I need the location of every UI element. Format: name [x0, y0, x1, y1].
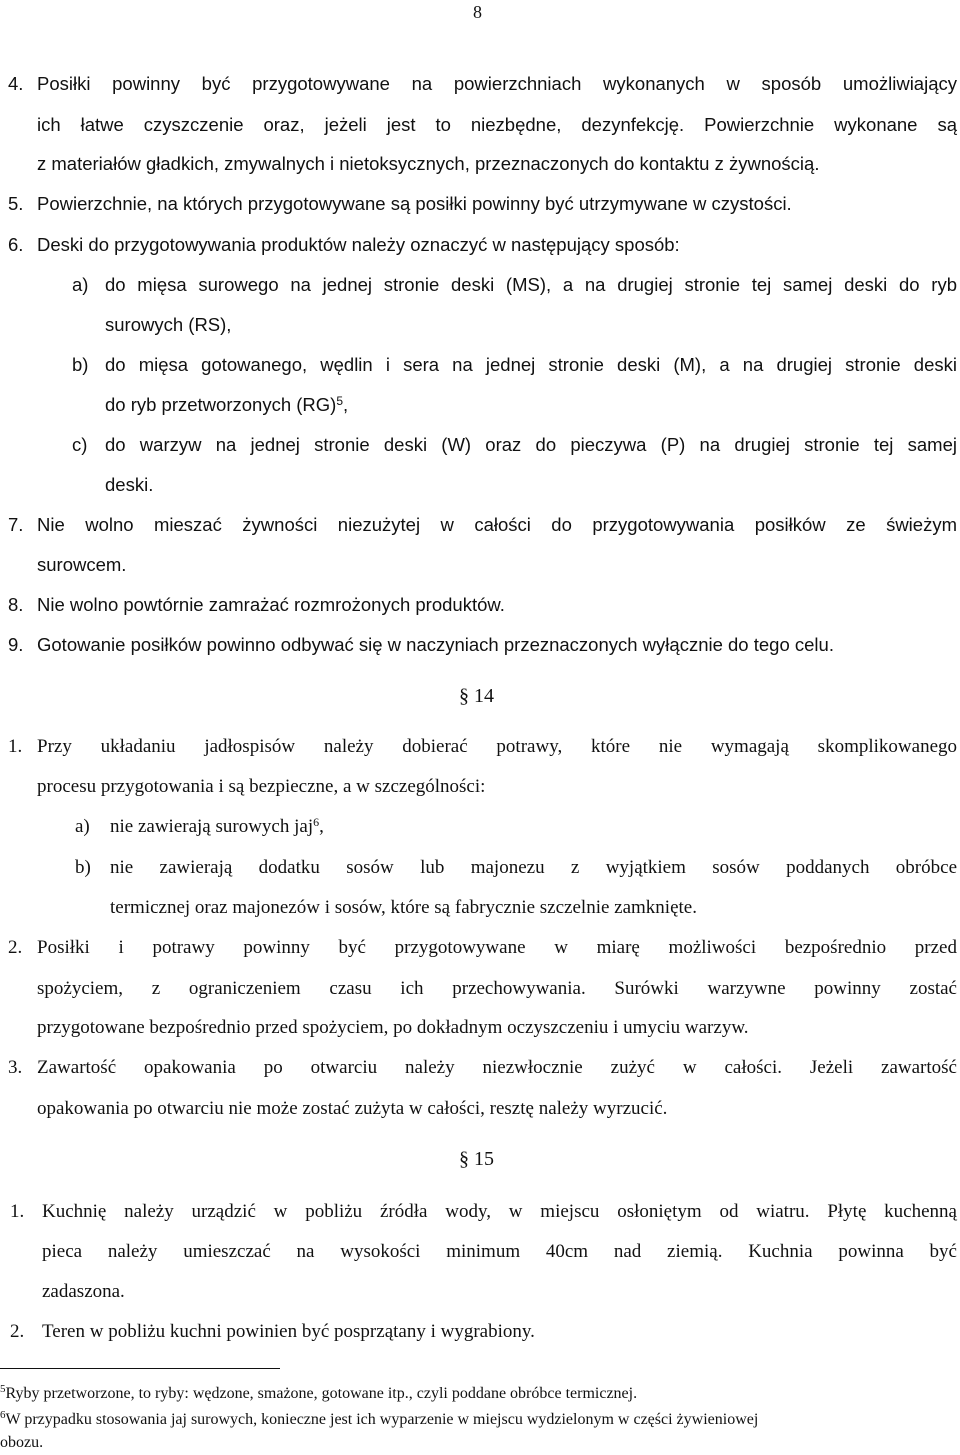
s15-item-1-line-2: pieca należy umieszczać na wysokości minimum 40cm nad ziemią. Kuchnia powinna być	[42, 1241, 957, 1262]
item-5-line-1: Powierzchnie, na których przygotowywane są posiłki powinny być utrzymywane w czystości.	[37, 193, 792, 214]
s15-item-2-number: 2.	[10, 1321, 25, 1342]
s14-item-2-number: 2.	[8, 937, 23, 958]
s14-item-1a-line-1: nie zawierają surowych jaj$^6$,	[110, 815, 324, 837]
s14-item-1a-label: a)	[75, 816, 90, 837]
footnote-6-number: 6	[0, 1409, 6, 1421]
item-6b-label: b)	[72, 354, 89, 375]
item-8-number: 8.	[8, 594, 24, 615]
item-6c-label: c)	[72, 434, 88, 455]
page-number: 8	[473, 2, 482, 22]
item-6b-line-2: do ryb przetworzonych (RG)$^5$,	[105, 394, 349, 415]
item-7-number: 7.	[8, 514, 24, 535]
s15-item-2-line-1: Teren w pobliżu kuchni powinien być posprzątany i wygrabiony.	[42, 1321, 535, 1342]
item-9-number: 9.	[8, 634, 24, 655]
footnote-6-text-line-1: W przypadku stosowania jaj surowych, konieczne jest ich wyparzenie w miejscu wydzielonym w części żywieniowej	[5, 1411, 759, 1428]
s14-item-1-line-2: procesu przygotowania i są bezpieczne, a w szczególności:	[37, 776, 486, 797]
item-8-line-1: Nie wolno powtórnie zamrażać rozmrożonych produktów.	[37, 594, 505, 615]
item-6c-line-1: do warzyw na jednej stronie deski (W) oraz do pieczywa (P) na drugiej stronie tej samej	[105, 434, 957, 455]
s14-item-1-number: 1.	[8, 736, 23, 757]
s14-item-1b-label: b)	[75, 857, 91, 878]
s14-item-3-number: 3.	[8, 1057, 23, 1078]
item-6-number: 6.	[8, 234, 24, 255]
footnote-5-number: 5	[0, 1383, 6, 1395]
item-5-number: 5.	[8, 193, 24, 214]
s14-item-2-line-2: spożyciem, z ograniczeniem czasu ich przechowywania. Surówki warzywne powinny zostać	[37, 978, 957, 999]
item-6b-line-1: do mięsa gotowanego, wędlin i sera na jednej stronie deski (M), a na drugiej stronie deski	[105, 354, 957, 375]
section-14-heading: § 14	[459, 685, 494, 707]
item-4-number: 4.	[8, 73, 24, 94]
s15-item-1-number: 1.	[10, 1201, 25, 1222]
footnote-ref-5: 5	[336, 394, 344, 408]
item-7-line-2: surowcem.	[37, 554, 127, 575]
footnote-separator	[0, 1368, 280, 1369]
footnote-6-text-line-2: obozu.	[0, 1434, 44, 1451]
s15-item-1-line-3: zadaszona.	[42, 1281, 125, 1302]
item-6a-line-2: surowych (RS),	[105, 314, 232, 335]
item-7-line-1: Nie wolno mieszać żywności niezużytej w całości do przygotowywania posiłków ze świeżym	[37, 514, 957, 535]
item-6c-line-2: deski.	[105, 474, 154, 495]
s15-item-1-line-1: Kuchnię należy urządzić w pobliżu źródła wody, w miejscu osłoniętym od wiatru. Płytę kuchenną	[42, 1201, 957, 1222]
item-4-line-2: ich łatwe czyszczenie oraz, jeżeli jest to niezbędne, dezynfekcję. Powierzchnie wykonane są	[37, 114, 957, 135]
item-4-line-1: Posiłki powinny być przygotowywane na powierzchniach wykonanych w sposób umożliwiający	[37, 73, 957, 94]
item-6a-line-1: do mięsa surowego na jednej stronie deski (MS), a na drugiej stronie tej samej deski do ryb	[105, 274, 957, 295]
item-6-line-1: Deski do przygotowywania produktów należy oznaczyć w następujący sposób:	[37, 234, 680, 255]
s14-item-3-line-2: opakowania po otwarciu nie może zostać zużyta w całości, resztę należy wyrzucić.	[37, 1098, 668, 1119]
s14-item-2-line-3: przygotowane bezpośrednio przed spożyciem, po dokładnym oczyszczeniu i umyciu warzyw.	[37, 1017, 749, 1038]
s14-item-1-line-1: Przy układaniu jadłospisów należy dobierać potrawy, które nie wymagają skomplikowanego	[37, 736, 957, 757]
footnote-ref-6: 6	[313, 815, 320, 829]
footnote-6	[0, 1410, 758, 1430]
item-6a-label: a)	[72, 274, 89, 295]
footnote-5-text: Ryby przetworzone, to ryby: wędzone, smażone, gotowane itp., czyli poddane obróbce termicznej.	[5, 1385, 638, 1402]
item-9-line-1: Gotowanie posiłków powinno odbywać się w naczyniach przeznaczonych wyłącznie do tego celu.	[37, 634, 834, 655]
s14-item-2-line-1: Posiłki i potrawy powinny być przygotowywane w miarę możliwości bezpośrednio przed	[37, 937, 957, 958]
section-15-heading: § 15	[459, 1148, 494, 1170]
s14-item-1b-line-2: termicznej oraz majonezów i sosów, które są fabrycznie szczelnie zamknięte.	[110, 897, 697, 918]
item-4-line-3: z materiałów gładkich, zmywalnych i nietoksycznych, przeznaczonych do kontaktu z żywnością.	[37, 153, 820, 174]
s14-item-1b-line-1: nie zawierają dodatku sosów lub majonezu z wyjątkiem sosów poddanych obróbce	[110, 857, 957, 878]
s14-item-3-line-1: Zawartość opakowania po otwarciu należy niezwłocznie zużyć w całości. Jeżeli zawartość	[37, 1057, 957, 1078]
footnote-5	[0, 1384, 637, 1404]
